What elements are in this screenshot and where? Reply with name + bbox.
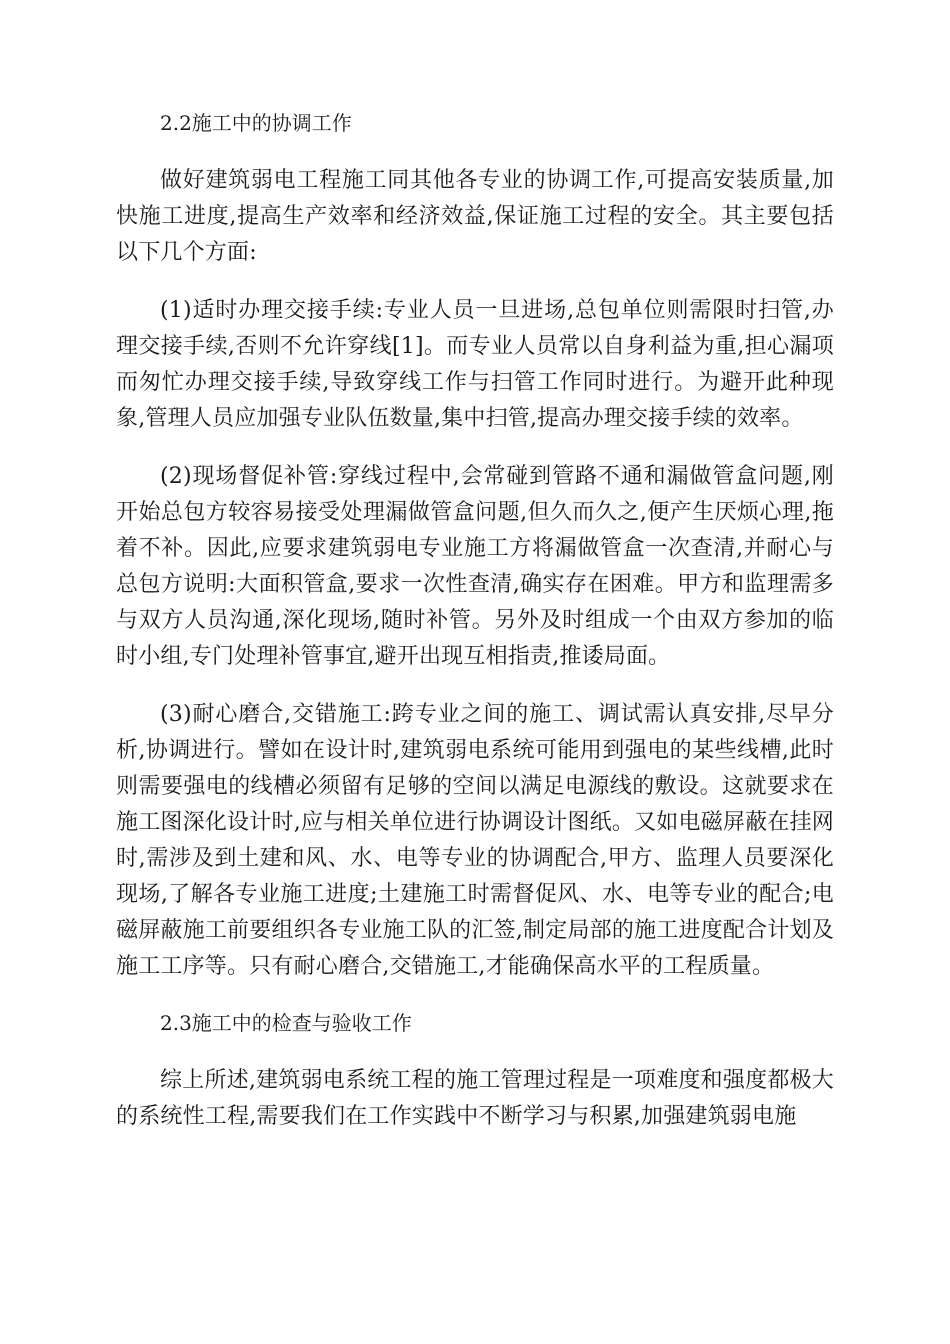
paragraph-item-1: (1)适时办理交接手续:专业人员一旦进场,总包单位则需限时扫管,办理交接手续,否则不允许穿线[1]。而专业人员常以自身利益为重,担心漏项而匆忙办理交接手续,导致穿线工作与扫管工作同时进行。为避开此种现象,管理人员应加强专业队伍数量,集中扫管,提高办理交接手续的效率。	[116, 298, 834, 431]
document-page	[116, 107, 834, 1157]
paragraph-intro-2-2: 做好建筑弱电工程施工同其他各专业的协调工作,可提高安装质量,加快施工进度,提高生产效率和经济效益,保证施工过程的安全。其主要包括以下几个方面:	[116, 168, 834, 265]
section-heading-2-3: 2.3施工中的检查与验收工作	[160, 1011, 412, 1035]
paragraph-intro-2-3: 综上所述,建筑弱电系统工程的施工管理过程是一项难度和强度都极大的系统性工程,需要我们在工作实践中不断学习与积累,加强建筑弱电施	[116, 1068, 834, 1129]
paragraph-item-3: (3)耐心磨合,交错施工:跨专业之间的施工、调试需认真安排,尽早分析,协调进行。譬如在设计时,建筑弱电系统可能用到强电的某些线槽,此时则需要强电的线槽必须留有足够的空间以满足电源线的敷设。这就要求在施工图深化设计时,应与相关单位进行协调设计图纸。又如电磁屏蔽在挂网时,需涉及到土建和风、水、电等专业的协调配合,甲方、监理人员要深化现场,了解各专业施工进度;土建施工时需督促风、水、电等专业的配合;电磁屏蔽施工前要组织各专业施工队的汇签,制定局部的施工进度配合计划及施工工序等。只有耐心磨合,交错施工,才能确保高水平的工程质量。	[116, 702, 834, 979]
section-heading-2-2: 2.2施工中的协调工作	[160, 111, 352, 135]
paragraph-item-2: (2)现场督促补管:穿线过程中,会常碰到管路不通和漏做管盒问题,刚开始总包方较容易接受处理漏做管盒问题,但久而久之,便产生厌烦心理,拖着不补。因此,应要求建筑弱电专业施工方将漏做管盒一次查清,并耐心与总包方说明:大面积管盒,要求一次性查清,确实存在困难。甲方和监理需多与双方人员沟通,深化现场,随时补管。另外及时组成一个由双方参加的临时小组,专门处理补管事宜,避开出现互相指责,推诿局面。	[116, 464, 834, 669]
